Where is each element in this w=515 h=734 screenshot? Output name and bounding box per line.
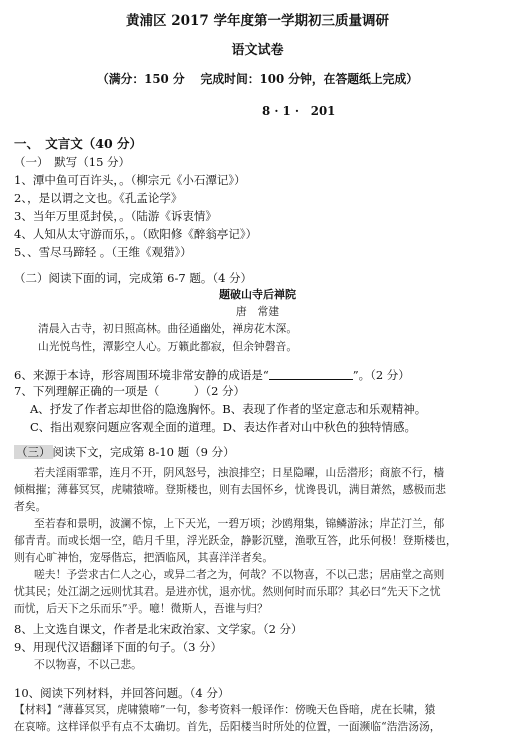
question-2: 2、，是以谓之文也。《孔孟论学》 [14, 191, 183, 205]
question-7-options-ab: A、抒发了作者忘却世俗的隐逸胸怀。B、表现了作者的坚定意志和乐观精神。 [30, 402, 427, 416]
passage-line: 若夫淫雨霏霏，连月不开，阴风怒号，浊浪排空；日星隐曜，山岳潜形；商旅不行，樯 [34, 466, 445, 479]
passage-line: 者矣。 [14, 500, 47, 513]
passage-line: 则有心旷神怡，宠辱偕忘，把酒临风，其喜洋洋者矣。 [14, 551, 274, 564]
poem-author: 唐 常建 [235, 305, 280, 318]
part-label: （三） [16, 445, 51, 459]
question-10: 10、阅读下列材料，并回答问题。（4 分） [14, 686, 230, 700]
passage-line: 忧其民；处江湖之远则忧其君。是进亦忧，退亦忧。然则何时而乐耶？其必曰“先天下之忧 [14, 585, 441, 598]
passage-line: 嗟夫！予尝求古仁人之心，或异二者之为，何哉？不以物喜，不以己悲；居庙堂之高则 [34, 568, 445, 581]
exam-date: 8 · 1 · 201 [262, 104, 336, 118]
question-5: 5、、雪尽马蹄轻 。（王维《观猎》） [14, 245, 192, 259]
poem-line-2: 山光悦鸟性，潭影空人心。万籁此都寂，但余钟磬音。 [38, 340, 298, 353]
answer-blank [269, 368, 353, 380]
poem-intro: （二）阅读下面的词，完成第 6-7 题。（4 分） [14, 271, 253, 285]
part-reading-intro [14, 445, 235, 459]
question-9-sentence: 不以物喜，不以己悲。 [34, 658, 142, 671]
exam-meta: （满分：150 分 完成时间：100 分钟，在答题纸上完成） [96, 72, 419, 86]
question-6 [14, 368, 410, 382]
section-heading-classical: 一、 文言文（40 分） [14, 136, 142, 151]
part-reading-text: 阅读下文，完成第 8-10 题（9 分） [52, 445, 235, 459]
question-7-options-cd: C、指出观察问题应客观全面的道理。D、表达作者对山中秋色的独特情感。 [30, 420, 417, 434]
question-3: 3、当年万里觅封侯，。（陆游《诉衷情》 [14, 209, 217, 223]
part-dictation: （一） 默写（15 分） [14, 155, 131, 169]
exam-title: 黄浦区 2017 学年度第一学期初三质量调研 [126, 13, 389, 29]
passage-line: 郁青青。而或长烟一空，皓月千里，浮光跃金，静影沉璧，渔歌互答，此乐何极！登斯楼也， [14, 534, 457, 547]
question-7: 7、下列理解正确的一项是（ ）（2 分） [14, 384, 246, 398]
poem-title: 题破山寺后禅院 [219, 288, 296, 301]
material-line: 【材料】“薄暮冥冥，虎啸猿啼”一句，参考资料一般译作：傍晚天色昏暗，虎在长啸，猿 [14, 703, 436, 716]
question-6-text: 6、来源于本诗，形容周围环境非常安静的成语是“ [14, 368, 269, 382]
question-1: 1、潭中鱼可百许头，。（柳宗元《小石潭记》） [14, 173, 246, 187]
passage-line: 至若春和景明，波澜不惊，上下天光，一碧万顷；沙鸥翔集，锦鳞游泳；岸芷汀兰，郁 [34, 517, 445, 530]
material-line: 在哀啼。这样译似乎有点不太确切。首先，岳阳楼当时所处的位置，一面濒临“浩浩汤汤， [14, 720, 441, 733]
question-8: 8、上文选自课文，作者是北宋政治家、文学家。（2 分） [14, 622, 303, 636]
passage-line: 倾楫摧；薄暮冥冥，虎啸猿啼。登斯楼也，则有去国怀乡，忧谗畏讥，满目萧然，感极而悲 [14, 483, 446, 496]
exam-subtitle: 语文试卷 [231, 43, 284, 58]
question-6-tail: ”。（2 分） [352, 368, 410, 382]
poem-line-1: 清晨入古寺，初日照高林。曲径通幽处，禅房花木深。 [38, 322, 298, 335]
passage-line: 而忧，后天下之乐而乐”乎。噫！微斯人，吾谁与归？ [14, 602, 268, 615]
question-9: 9、用现代汉语翻译下面的句子。（3 分） [14, 640, 223, 654]
question-4: 4、人知从太守游而乐，。（欧阳修《醉翁亭记》） [14, 227, 258, 241]
